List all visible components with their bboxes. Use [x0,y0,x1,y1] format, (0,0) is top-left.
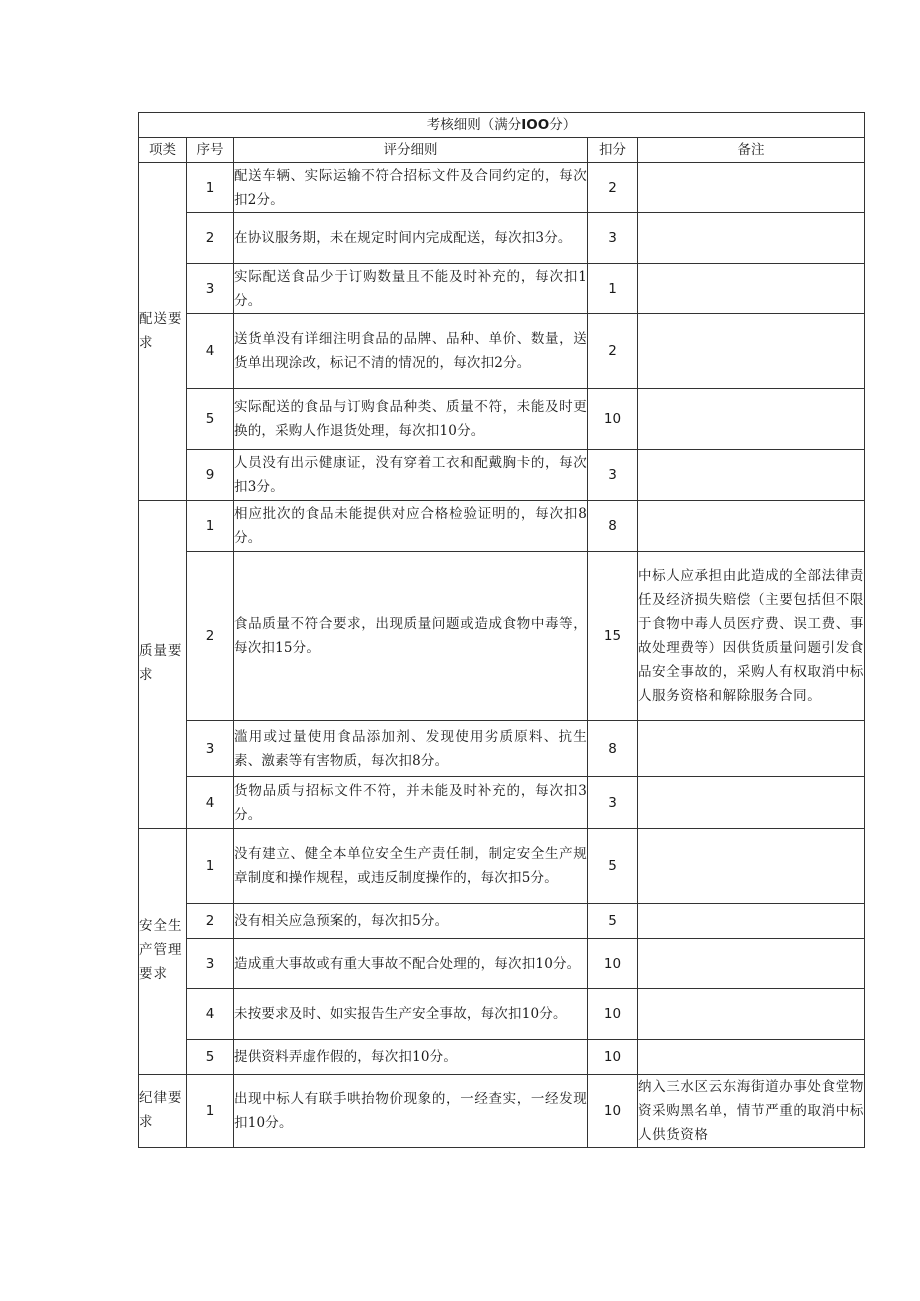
criteria-cell: 人员没有出示健康证，没有穿着工衣和配戴胸卡的，每次扣3分。 [234,450,588,501]
deduction-cell: 10 [588,939,638,989]
notes-cell [638,213,865,264]
number-cell: 2 [187,213,234,264]
table-row [139,1075,865,1148]
table-row [139,904,865,939]
criteria-cell: 相应批次的食品未能提供对应合格检验证明的，每次扣8分。 [234,501,588,552]
number-cell: 5 [187,389,234,450]
category-cell: 配送要求 [139,163,187,501]
criteria-cell: 实际配送的食品与订购食品种类、质量不符，未能及时更换的，采购人作退货处理，每次扣10分。 [234,389,588,450]
table-row [139,552,865,721]
criteria-cell: 滥用或过量使用食品添加剂、发现使用劣质原料、抗生素、激素等有害物质，每次扣8分。 [234,721,588,777]
number-cell: 4 [187,314,234,389]
criteria-cell: 没有相关应急预案的，每次扣5分。 [234,904,588,939]
table-row [139,314,865,389]
number-cell: 9 [187,450,234,501]
criteria-cell: 在协议服务期，未在规定时间内完成配送，每次扣3分。 [234,213,588,264]
number-cell: 5 [187,1040,234,1075]
table-row [139,989,865,1040]
number-cell: 1 [187,1075,234,1148]
criteria-cell: 提供资料弄虚作假的，每次扣10分。 [234,1040,588,1075]
notes-cell [638,501,865,552]
number-cell: 3 [187,264,234,314]
notes-cell [638,389,865,450]
title-suffix: 分） [549,117,577,133]
criteria-cell: 实际配送食品少于订购数量且不能及时补充的，每次扣1分。 [234,264,588,314]
notes-cell [638,450,865,501]
deduction-cell: 2 [588,163,638,213]
deduction-cell: 10 [588,989,638,1040]
number-cell: 2 [187,904,234,939]
notes-cell [638,829,865,904]
header-deduction: 扣分 [588,138,638,163]
deduction-cell: 5 [588,829,638,904]
table-row [139,163,865,213]
number-cell: 1 [187,163,234,213]
table-title [139,113,865,138]
notes-cell [638,1040,865,1075]
criteria-cell: 未按要求及时、如实报告生产安全事故，每次扣10分。 [234,989,588,1040]
category-cell: 质量要求 [139,501,187,829]
number-cell: 3 [187,721,234,777]
table-row [139,264,865,314]
table-row [139,501,865,552]
notes-cell: 中标人应承担由此造成的全部法律责任及经济损失赔偿（主要包括但不限于食物中毒人员医疗费、误工费、事故处理费等）因供货质量问题引发食品安全事故的，采购人有权取消中标人服务资格和解除服务合同。 [638,552,865,721]
table-row [139,389,865,450]
criteria-cell: 造成重大事故或有重大事故不配合处理的，每次扣10分。 [234,939,588,989]
table-row [139,1040,865,1075]
notes-cell [638,721,865,777]
criteria-cell: 配送车辆、实际运输不符合招标文件及合同约定的，每次扣2分。 [234,163,588,213]
notes-cell [638,314,865,389]
category-cell: 安全生产管理要求 [139,829,187,1075]
category-cell: 纪律要求 [139,1075,187,1148]
notes-cell: 纳入三水区云东海街道办事处食堂物资采购黑名单，情节严重的取消中标人供货资格 [638,1075,865,1148]
table-row [139,213,865,264]
header-criteria: 评分细则 [234,138,588,163]
number-cell: 3 [187,939,234,989]
table-row [139,721,865,777]
deduction-cell: 1 [588,264,638,314]
table-row [139,777,865,829]
header-row [139,138,865,163]
deduction-cell: 15 [588,552,638,721]
number-cell: 4 [187,989,234,1040]
deduction-cell: 3 [588,213,638,264]
title-prefix: 考核细则（满分 [426,117,522,133]
notes-cell [638,264,865,314]
header-category: 项类 [139,138,187,163]
number-cell: 4 [187,777,234,829]
notes-cell [638,163,865,213]
criteria-cell: 出现中标人有联手哄抬物价现象的，一经查实，一经发现扣10分。 [234,1075,588,1148]
title-row [139,113,865,138]
deduction-cell: 8 [588,721,638,777]
notes-cell [638,939,865,989]
title-score: IOO [521,117,550,133]
deduction-cell: 5 [588,904,638,939]
number-cell: 1 [187,829,234,904]
notes-cell [638,989,865,1040]
number-cell: 2 [187,552,234,721]
criteria-cell: 没有建立、健全本单位安全生产责任制，制定安全生产规章制度和操作规程，或违反制度操作的，每次扣5分。 [234,829,588,904]
deduction-cell: 3 [588,450,638,501]
criteria-cell: 送货单没有详细注明食品的品牌、品种、单价、数量，送货单出现涂改，标记不清的情况的，每次扣2分。 [234,314,588,389]
deduction-cell: 10 [588,389,638,450]
table-row [139,829,865,904]
header-notes: 备注 [638,138,865,163]
deduction-cell: 10 [588,1075,638,1148]
assessment-table [138,112,865,1148]
deduction-cell: 8 [588,501,638,552]
criteria-cell: 货物品质与招标文件不符，并未能及时补充的，每次扣3分。 [234,777,588,829]
criteria-cell: 食品质量不符合要求，出现质量问题或造成食物中毒等，每次扣15分。 [234,552,588,721]
deduction-cell: 10 [588,1040,638,1075]
table-row [139,450,865,501]
table-row [139,939,865,989]
deduction-cell: 3 [588,777,638,829]
notes-cell [638,777,865,829]
deduction-cell: 2 [588,314,638,389]
header-number: 序号 [187,138,234,163]
number-cell: 1 [187,501,234,552]
notes-cell [638,904,865,939]
